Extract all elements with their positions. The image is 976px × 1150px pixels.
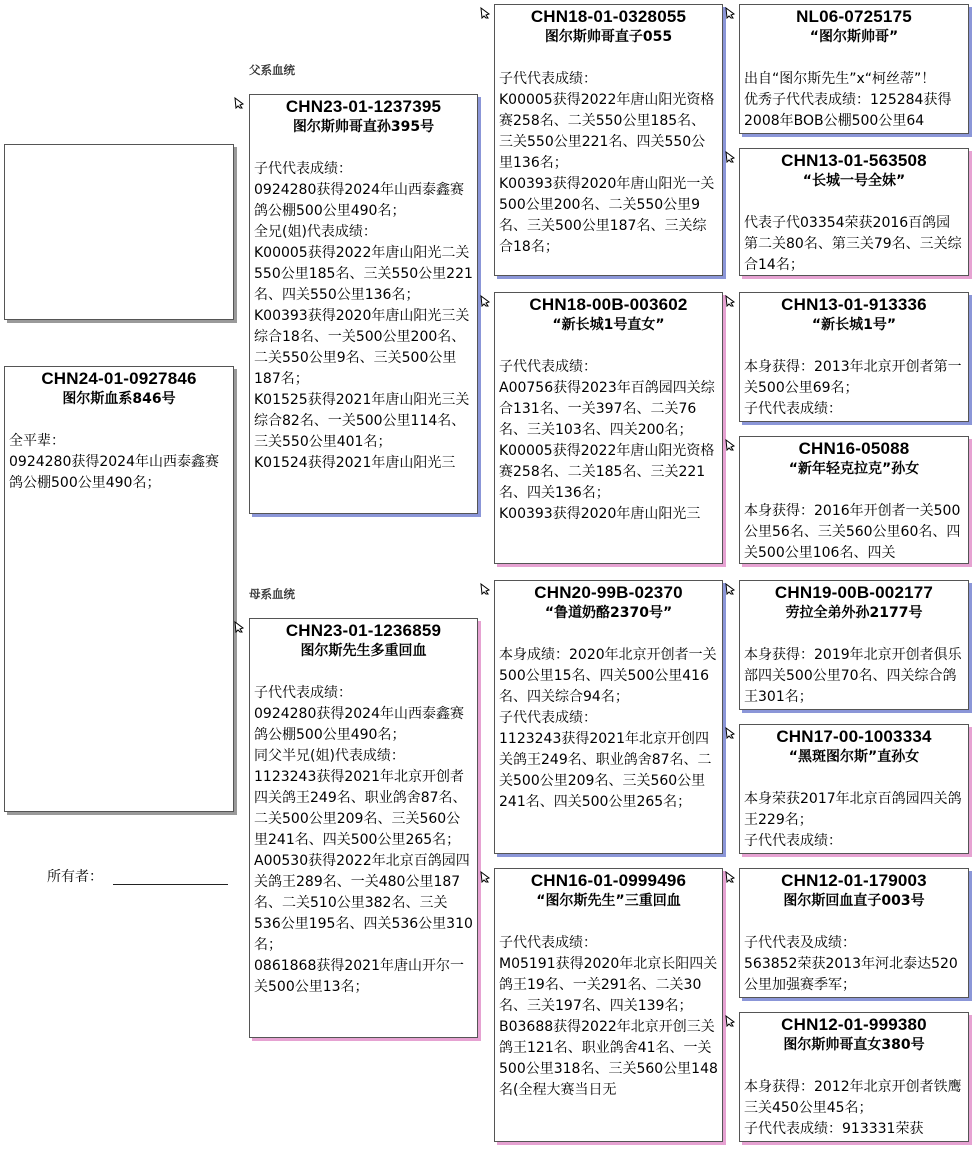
sdd-card: [739, 436, 969, 564]
ds-ring: CHN20-99B-02370: [534, 583, 683, 602]
dss-text: 本身获得：2019年北京开创者俱乐部四关500公里70名、四关综合鸽王301名；: [744, 647, 962, 705]
dss-name: 劳拉全弟外孙2177号: [785, 605, 923, 621]
sdd-name: “新年轻克拉克”孙女: [788, 461, 920, 477]
pointer-arrow-icon[interactable]: [725, 150, 738, 163]
sdd-ring: CHN16-05088: [798, 439, 910, 458]
subject-name: 图尔斯血系846号: [62, 391, 176, 407]
ss-card: [494, 4, 723, 276]
subject-text: 全平辈： 0924280获得2024年山西泰鑫赛鸽公棚500公里490名；: [9, 433, 219, 491]
ss-ring: CHN18-01-0328055: [530, 7, 687, 26]
pointer-arrow-icon[interactable]: [480, 6, 493, 19]
sss-card: [739, 4, 969, 134]
pointer-arrow-icon[interactable]: [480, 582, 493, 595]
dsd-ring: CHN17-00-1003334: [776, 727, 932, 746]
owner-underline: [113, 884, 228, 885]
sd-card: [494, 292, 723, 564]
sss-ring: NL06-0725175: [796, 7, 912, 26]
dds-ring: CHN12-01-179003: [781, 871, 927, 890]
ss-name: 图尔斯帅哥直子055: [544, 29, 673, 45]
dss-ring: CHN19-00B-002177: [774, 583, 934, 602]
pointer-arrow-icon[interactable]: [725, 1014, 738, 1027]
pointer-arrow-icon[interactable]: [234, 96, 247, 109]
ssd-text: 代表子代03354荣获2016百鸽园第二关80名、第三关79名、三关综合14名；: [744, 215, 962, 273]
subject-ring: CHN24-01-0927846: [41, 369, 197, 388]
ddd-card: [739, 1012, 969, 1142]
maternal-label: 母系血统: [249, 587, 295, 601]
dds-name: 图尔斯回血直子003号: [783, 893, 925, 909]
dd-text: 子代代表成绩： M05191获得2020年北京长阳四关鸽王19名、一关291名、二关30名、三关197名、四关139名； B03688获得2022年北京开创三关鸽王121名、职业鸽舍41名、一关500公里318名、三关560公里148名(全程大赛当日无: [499, 935, 718, 1098]
dds-text: 子代代表及成绩： 563852荣获2013年河北泰达520公里加强赛季军；: [744, 935, 958, 993]
dsd-text: 本身荣获2017年北京百鸽园四关鸽王229名； 子代代表成绩：: [744, 791, 962, 849]
ssd-name: “长城一号全妹”: [802, 173, 906, 189]
pointer-arrow-icon[interactable]: [234, 620, 247, 633]
ddd-name: 图尔斯帅哥直女380号: [783, 1037, 925, 1053]
dam-card: [249, 618, 478, 1038]
sdd-text: 本身获得：2016年开创者一关500公里56名、三关560公里60名、四关500公里106名、四关: [744, 503, 961, 561]
pointer-arrow-icon[interactable]: [725, 438, 738, 451]
paternal-label: 父系血统: [249, 63, 295, 77]
dam-ring: CHN23-01-1236859: [285, 621, 442, 640]
sire-text: 子代代表成绩： 0924280获得2024年山西泰鑫赛鸽公棚500公里490名； 全兄(姐)代表成绩： K00005获得2022年唐山阳光二关550公里185名、三关550公里221名、四关550公里136名； K00393获得2020年唐山阳光三关综合18名、一关500公里200名、二关550公里9名、三关500公里187名； K01525获得2021年唐山阳光三关综合82名、一关500公里114名、三关550公里401名； K01524获得2021年唐山阳光三: [254, 161, 473, 471]
sd-ring: CHN18-00B-003602: [529, 295, 688, 314]
ddd-ring: CHN12-01-999380: [781, 1015, 927, 1034]
sd-text: 子代代表成绩： A00756获得2023年百鸽园四关综合131名、一关397名、二关76名、三关103名、四关200名； K00005获得2022年唐山阳光资格赛258名、二关185名、三关221名、四关136名； K00393获得2020年唐山阳光三: [499, 359, 715, 522]
ssd-card: [739, 148, 969, 276]
sire-card: [249, 94, 478, 514]
pointer-arrow-icon[interactable]: [725, 582, 738, 595]
sds-ring: CHN13-01-913336: [781, 295, 927, 314]
sss-name: “图尔斯帅哥”: [809, 29, 899, 45]
sds-text: 本身获得：2013年北京开创者第一关500公里69名； 子代代表成绩：: [744, 359, 962, 417]
dd-name: “图尔斯先生”三重回血: [536, 893, 681, 909]
sds-name: “新长城1号”: [811, 317, 897, 333]
sire-name: 图尔斯帅哥直孙395号: [292, 119, 435, 135]
dsd-name: “黑斑图尔斯”直孙女: [788, 749, 920, 765]
dam-name: 图尔斯先生多重回血: [300, 643, 427, 659]
dd-card: [494, 868, 723, 1142]
sire-ring: CHN23-01-1237395: [285, 97, 442, 116]
sd-name: “新长城1号直女”: [552, 317, 665, 333]
pointer-arrow-icon[interactable]: [725, 870, 738, 883]
dam-text: 子代代表成绩： 0924280获得2024年山西泰鑫赛鸽公棚500公里490名； 同父半兄(姐)代表成绩： 1123243获得2021年北京开创者四关鸽王249名、职业鸽舍87名、二关500公里209名、三关560公里241名、四关500公里265名； A00530获得2022年北京百鸽园四关鸽王289名、一关480公里187名、二关510公里382名、三关536公里195名、四关536公里310名； 0861868获得2021年唐山开尔一关500公里13名；: [254, 685, 473, 995]
subject-card: [4, 366, 234, 812]
ssd-ring: CHN13-01-563508: [781, 151, 927, 170]
sss-text: 出自“图尔斯先生”x“柯丝蒂”！ 优秀子代代表成绩：125284获得2008年BOB公棚500公里64: [744, 71, 952, 129]
dsd-card: [739, 724, 969, 854]
ddd-text: 本身获得：2012年北京开创者铁鹰三关450公里45名； 子代代表成绩：913331荣获: [744, 1079, 962, 1137]
ss-text: 子代代表成绩： K00005获得2022年唐山阳光资格赛258名、二关550公里185名、三关550公里221名、四关550公里136名； K00393获得2020年唐山阳光一关500公里200名、二关550公里9名、三关500公里187名、三关综合18名；: [499, 71, 715, 255]
pointer-arrow-icon[interactable]: [480, 870, 493, 883]
ds-card: [494, 580, 723, 854]
pointer-arrow-icon[interactable]: [725, 6, 738, 19]
dss-card: [739, 580, 969, 710]
pointer-arrow-icon[interactable]: [725, 294, 738, 307]
pointer-arrow-icon[interactable]: [725, 726, 738, 739]
pigeon-photo-frame: [4, 144, 234, 320]
sds-card: [739, 292, 969, 422]
ds-text: 本身成绩：2020年北京开创者一关500公里15名、四关500公里416名、四关综合94名； 子代代表成绩： 1123243获得2021年北京开创四关鸽王249名、职业鸽舍87名、二关500公里209名、三关560公里241名、四关500公里265名；: [499, 647, 717, 810]
pointer-arrow-icon[interactable]: [480, 294, 493, 307]
owner-label: 所有者：: [47, 869, 103, 885]
ds-name: “鲁道奶酪2370号”: [544, 605, 673, 621]
dds-card: [739, 868, 969, 998]
dd-ring: CHN16-01-0999496: [530, 871, 687, 890]
